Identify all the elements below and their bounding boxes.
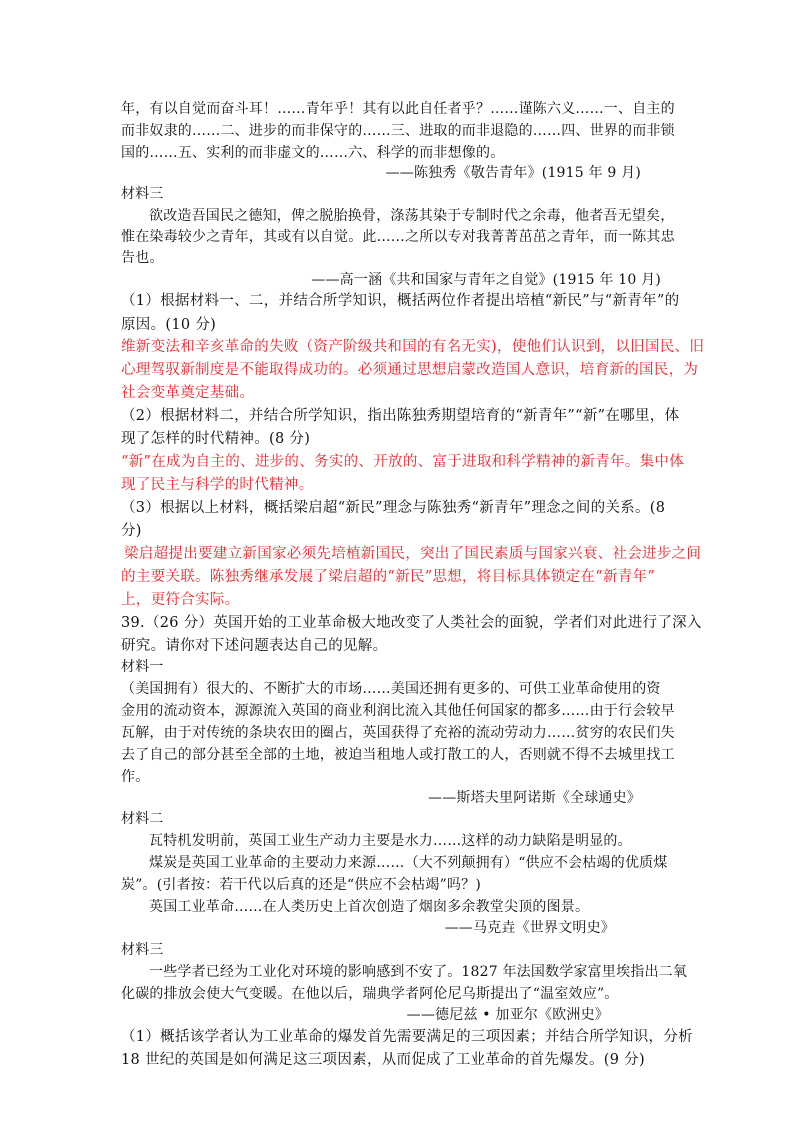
question-39-1: （1）概括该学者认为工业革命的爆发首先需要满足的三项因素；并结合所学知识，分析 bbox=[121, 1029, 693, 1045]
source-citation: ——斯塔夫里阿诺斯《全球通史》 bbox=[428, 790, 641, 806]
question-39: 研究。请你对下述问题表达自己的见解。 bbox=[121, 638, 388, 654]
passage-line: 告也。 bbox=[121, 250, 164, 266]
passage-line: 欲改造吾国民之德知，俾之脱胎换骨，涤荡其染于专制时代之余毒，他者吾无望矣， bbox=[149, 208, 675, 224]
source-citation: ——马克垚《世界文明史》 bbox=[444, 920, 615, 936]
question-39-1: 18 世纪的英国是如何满足这三项因素，从而促成了工业革命的首先爆发。(9 分) bbox=[121, 1052, 645, 1068]
question-3: 分) bbox=[121, 523, 142, 539]
passage-line: 年，有以自觉而奋斗耳！……青年乎！其有以此自任者乎？……谨陈六义……一、自主的 bbox=[121, 101, 675, 117]
source-citation: ——高一涵《共和国家与青年之自觉》(1915 年 10 月) bbox=[311, 272, 661, 288]
passage-line: 炭”。(引者按：若干代以后真的还是“供应不会枯竭”吗？) bbox=[121, 877, 481, 893]
passage-line: 英国工业革命……在人类历史上首次创造了烟囱多余教堂尖顶的图景。 bbox=[149, 899, 590, 915]
material-label: 材料三 bbox=[121, 186, 164, 202]
passage-line: 化碳的排放会使大气变暖。在他以后，瑞典学者阿伦尼乌斯提出了“温室效应”。 bbox=[121, 986, 619, 1002]
question-2: 现了怎样的时代精神。(8 分) bbox=[121, 431, 311, 447]
answer-1: 维新变法和辛亥革命的失败（资产阶级共和国的有名无实)，使他们认识到，以旧国民、旧 bbox=[121, 339, 705, 355]
material-label: 材料三 bbox=[121, 942, 164, 958]
answer-2: 现了民主与科学的时代精神。 bbox=[121, 477, 314, 493]
passage-line: 作。 bbox=[121, 769, 150, 785]
answer-3: 梁启超提出要建立新国家必须先培植新国民，突出了国民素质与国家兴衰、社会进步之间 bbox=[124, 546, 702, 562]
passage-line: 一些学者已经为工业化对环境的影响感到不安了。1827 年法国数学家富里埃指出二氧 bbox=[149, 964, 688, 980]
question-39: 39.（26 分）英国开始的工业革命极大地改变了人类社会的面貌，学者们对此进行了深入 bbox=[121, 615, 702, 631]
question-3: （3）根据以上材料，概括梁启超“新民”理念与陈独秀“新青年”理念之间的关系。(8 bbox=[121, 500, 666, 516]
passage-line: 瓦特机发明前，英国工业生产动力主要是水力……这样的动力缺陷是明显的。 bbox=[149, 833, 632, 849]
question-1: 原因。(10 分) bbox=[121, 317, 217, 333]
question-1: （1）根据材料一、二，并结合所学知识，概括两位作者提出培植“新民”与“新青年”的 bbox=[121, 293, 680, 309]
passage-line: 去了自己的部分甚至全部的土地，被迫当租地人或打散工的人，否则就不得不去城里找工 bbox=[121, 747, 675, 763]
answer-3: 的主要关联。陈独秀继承发展了梁启超的“新民”思想，将目标具体锁定在“新青年” bbox=[121, 569, 656, 585]
passage-line: 金用的流动资本，源源流入英国的商业利润比流入其他任何国家的都多……由于行会较早 bbox=[121, 703, 675, 719]
question-2: （2）根据材料二，并结合所学知识，指出陈独秀期望培育的“新青年”“新”在哪里，体 bbox=[121, 408, 680, 424]
material-label: 材料一 bbox=[121, 659, 164, 675]
passage-line: 瓦解，由于对传统的条块农田的圈占，英国获得了充裕的流动劳动力……贫穷的农民们失 bbox=[121, 725, 675, 741]
passage-line: 惟在染毒较少之青年，其或有以自觉。此……之所以专对我菁菁茁茁之青年，而一陈其忠 bbox=[121, 229, 675, 245]
answer-1: 心理驾驭新制度是不能取得成功的。必须通过思想启蒙改造国人意识，培育新的国民，为 bbox=[121, 362, 699, 378]
answer-3: 上，更符合实际。 bbox=[121, 592, 240, 608]
passage-line: 煤炭是英国工业革命的主要动力来源……（大不列颠拥有）“供应不会枯竭的优质煤 bbox=[149, 855, 668, 871]
answer-1: 社会变革奠定基础。 bbox=[121, 385, 255, 401]
source-citation: ——德尼兹 • 加亚尔《欧洲史》 bbox=[406, 1007, 609, 1023]
passage-line: 国的……五、实利的而非虚文的……六、科学的而非想像的。 bbox=[121, 145, 505, 161]
source-citation: ——陈独秀《敬告青年》(1915 年 9 月) bbox=[385, 165, 641, 181]
material-label: 材料二 bbox=[121, 811, 164, 827]
passage-line: 而非奴隶的……二、进步的而非保守的……三、进取的而非退隐的……四、世界的而非锁 bbox=[121, 123, 675, 139]
passage-line: （美国拥有）很大的、不断扩大的市场……美国还拥有更多的、可供工业革命使用的资 bbox=[121, 681, 661, 697]
answer-2: “新”在成为自主的、进步的、务实的、开放的、富于进取和科学精神的新青年。集中体 bbox=[121, 454, 685, 470]
